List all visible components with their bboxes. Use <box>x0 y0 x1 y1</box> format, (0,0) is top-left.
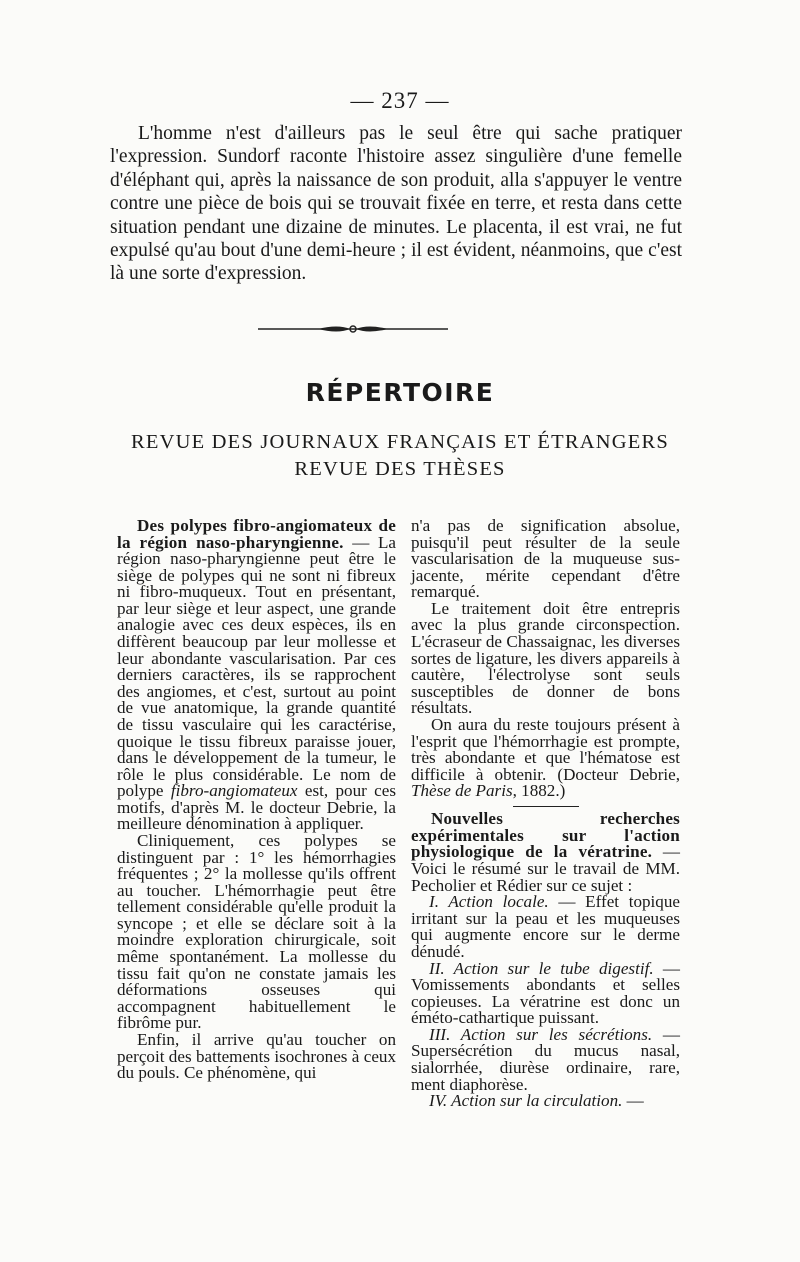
list-item: II. Action sur le tube digestif. — Vomissements abondants et selles copieuses. La vératrine est donc un éméto-cathartique puissant. <box>411 958 681 1028</box>
article-paragraph: Enfin, il arrive qu'au toucher on perçoit des battements isochrones à ceux du pouls. Ce phénomène, qui <box>117 1029 396 1083</box>
list-item: IV. Action sur la circulation. — <box>429 1091 644 1111</box>
article-paragraph: Nouvelles recherches expérimentales sur l'action physiologique de la vératrine. — Voici le résumé sur le travail de MM. Pecholier et Rédier sur ce sujet : <box>411 809 681 895</box>
article-separator <box>513 806 579 808</box>
section-title: RÉPERTOIRE <box>305 378 495 407</box>
right-column <box>411 518 680 1110</box>
ornament-divider <box>258 322 448 336</box>
list-item: I. Action locale. — Effet topique irritant sur la peau et les muqueuses qui augmente encore sur le derme dénudé. <box>411 892 680 961</box>
article-paragraph: Cliniquement, ces polypes se distinguent par : 1° les hémorrhagies fréquentes ; 2° la mollesse qu'ils offrent au toucher. L'hémorrhagie peut être tellement considérable qu'elle produit la syncope ; et elle se déclare soit à la moindre exploration chirurgicale, soit même spontanément. La mollesse du tissu fait qu'on ne constate jamais les déformations osseuses qui accompagnent habituellement le fibrôme pur. <box>117 830 396 1033</box>
page-number: — 237 — <box>350 88 450 113</box>
article-title: Nouvelles recherches expérimentales sur l'action physiologique de la vératrine. <box>411 809 680 862</box>
list-item: III. Action sur les sécrétions. — Supersécrétion du mucus nasal, sialorrhée, diurèse ordinaire, rare, ment diaphorèse. <box>411 1024 680 1094</box>
intro-paragraph: L'homme n'est d'ailleurs pas le seul être qui sache pratiquer l'expression. Sundorf raconte l'histoire assez singulière d'une femelle d'éléphant qui, après la naissance de son produit, alla s'appuyer le ventre contre une pièce de bois qui se trouvait fixée en terre, et resta dans cette situation pendant une dizaine de minutes. Le placenta, il est vrai, ne fut expulsé qu'au bout d'une demi-heure ; il est évident, néanmoins, que c'est là une sorte d'expression. <box>110 123 682 285</box>
article-paragraph: Des polypes fibro-angiomateux de la région naso-pharyngienne. — La région naso-pharyngienne peut être le siège de polypes qui ne sont ni fibreux ni fibro-muqueux. Tout en présentant, par leur siège et leur aspect, une grande analogie avec ces deux espèces, ils en diffèrent beaucoup par leur mollesse et leur abondante vascularisation. Par ces derniers caractères, ils se rapprochent des angiomes, et c'est, surtout au point de vue anatomique, la grande quantité de tissu vasculaire qui les caractérise, quoique le tissu fibreux paraisse jouer, dans le développement de la tumeur, le rôle le plus considérable. Le nom de polype fibro-angiomateux est, pour ces motifs, d'après M. le docteur Debrie, la meilleure dénomination à appliquer. <box>117 516 397 834</box>
findings-list <box>411 894 680 1110</box>
subtitle-journals: REVUE DES JOURNAUX FRANÇAIS ET ÉTRANGERS <box>131 431 669 453</box>
citation: Thèse de Paris <box>411 781 513 801</box>
article-paragraph: On aura du reste toujours présent à l'esprit que l'hémorrhagie est prompte, très abondante et que l'hématose est difficile à obtenir. (Docteur Debrie, Thèse de Paris, 1882.) <box>411 714 680 801</box>
subtitle-theses: REVUE DES THÈSES <box>294 458 506 480</box>
article-title: Des polypes fibro-angiomateux de la région naso-pharyngienne. <box>117 516 396 552</box>
left-column <box>117 518 396 1082</box>
term: fibro-angiomateux <box>170 781 298 801</box>
article-paragraph: Le traitement doit être entrepris avec la plus grande circonspection. L'écraseur de Chassaignac, les diverses sortes de ligature, les divers appareils à cautère, l'électrolyse sont seuls susceptibles de donner de bons résultats. <box>411 598 680 718</box>
article-paragraph: n'a pas de signification absolue, puisqu'il peut résulter de la seule vascularisation de la muqueuse sus-jacente, mérite cependant d'être remarqué. <box>411 516 680 602</box>
